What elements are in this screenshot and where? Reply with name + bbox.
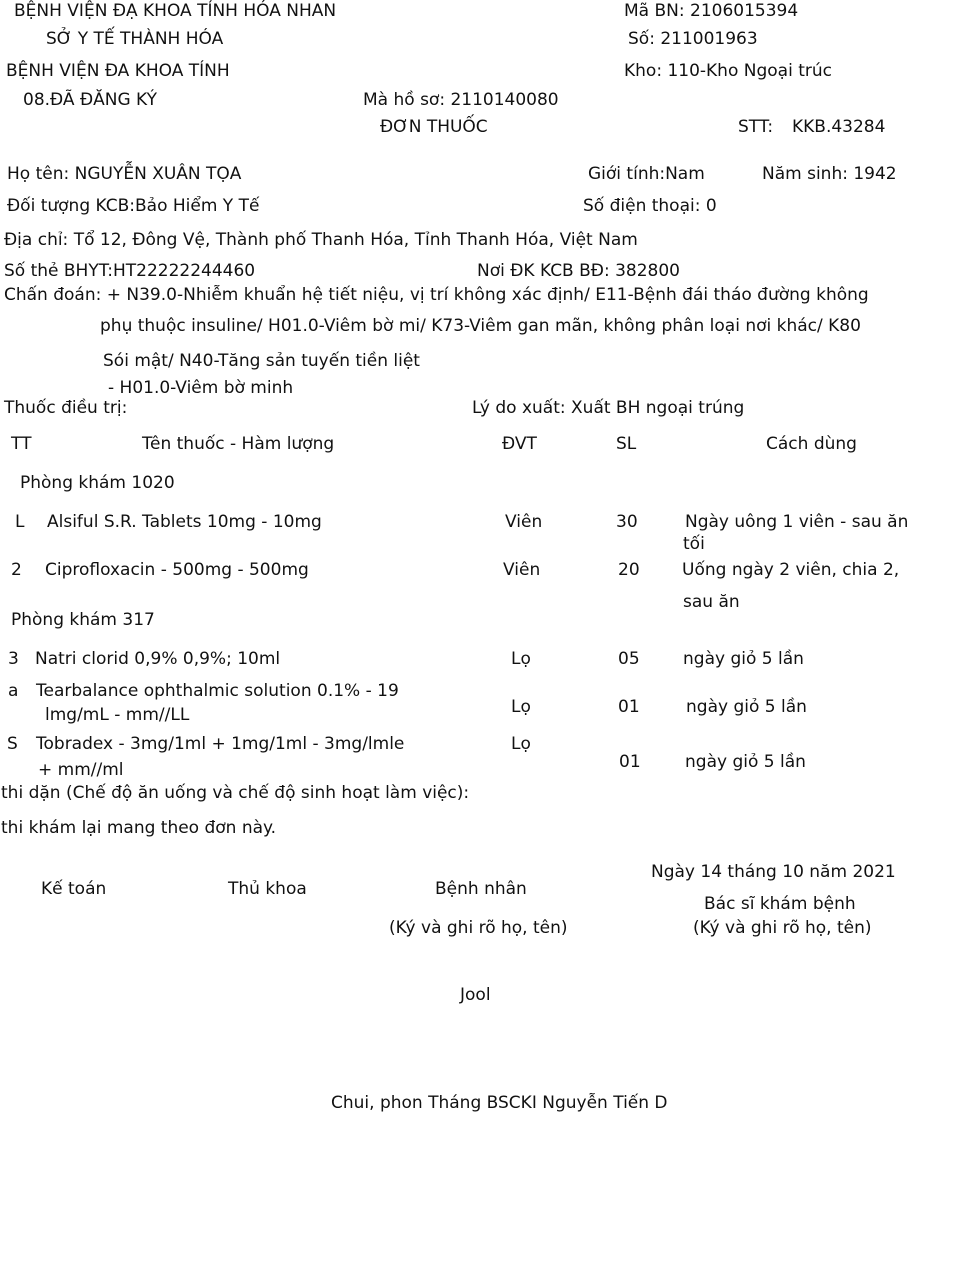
column-header-name: Tên thuốc - Hàm lượng [142,434,335,454]
column-header-unit: ĐVT [502,434,537,454]
patient-code: Mã BN: 2106015394 [624,1,799,21]
prescription-date: Ngày 14 tháng 10 năm 2021 [651,862,896,882]
signature-accountant: Kế toán [41,879,107,899]
doctor-sign-note: (Ký và ghi rõ họ, tên) [693,918,872,938]
insurance-number: Số thẻ BHYT:HT22222244460 [4,261,256,281]
patient-phone: Số điện thoại: 0 [583,196,717,216]
registration-status: 08.ĐÃ ĐĂNG KÝ [23,90,157,110]
warehouse: Kho: 110-Kho Ngoại trúc [624,61,832,81]
row-3-qty: 05 [618,649,640,669]
row-4-usage: ngày giỏ 5 lần [686,697,807,717]
stt-value: KKB.43284 [792,117,886,137]
row-1-tt: L [15,512,25,532]
row-4-qty: 01 [618,697,640,717]
row-2-usage-line-2: sau ăn [683,592,740,612]
document-number: Số: 211001963 [628,29,758,49]
dispense-reason: Lý do xuất: Xuất BH ngoại trúng [472,398,745,418]
row-4-tt: a [8,681,19,701]
registration-place: Nơi ĐK KCB BĐ: 382800 [477,261,680,281]
hospital-top-name: BỆNH VIỆN ĐẠ KHOA TÍNH HÓA NHAN [14,1,337,21]
row-4-name-line-2: lmg/mL - mm//LL [45,705,190,725]
hospital-name: BỆNH VIỆN ĐA KHOA TÍNH [6,61,230,81]
stt-label: STT: [738,117,774,137]
diagnosis-line-1: Chấn đoán: + N39.0-Nhiễm khuẩn hệ tiết niệu, vị trí không xác định/ E11-Bệnh đái tháo đường không [4,285,869,305]
row-5-name-line-2: + mm//ml [38,760,124,780]
diagnosis-line-4: - H01.0-Viêm bờ minh [108,378,294,398]
signature-patient: Bệnh nhân [435,879,527,899]
row-1-qty: 30 [616,512,638,532]
patient-gender: Giới tính:Nam [588,164,705,184]
signature-pharmacist: Thủ khoa [228,879,307,899]
row-3-unit: Lọ [511,649,531,669]
row-5-tt: S [7,734,18,754]
row-3-tt: 3 [8,649,19,669]
patient-birth-year: Năm sinh: 1942 [762,164,897,184]
column-header-tt: TT [11,434,32,454]
row-4-unit: Lọ [511,697,531,717]
row-1-unit: Viên [505,512,543,532]
row-1-usage-line-1: Ngày uông 1 viên - sau ăn [685,512,909,532]
row-4-name-line-1: Tearbalance ophthalmic solution 0.1% - 19 [36,681,399,701]
row-1-usage-line-2: tối [683,534,705,554]
row-3-name: Natri clorid 0,9% 0,9%; 10ml [35,649,281,669]
section-clinic-1020: Phòng khám 1020 [20,473,175,493]
row-5-name-line-1: Tobradex - 3mg/1ml + 1mg/1ml - 3mg/lmle [36,734,405,754]
patient-sign-note: (Ký và ghi rõ họ, tên) [389,918,568,938]
row-2-qty: 20 [618,560,640,580]
doctor-name: Chui, phon Tháng BSCKI Nguyễn Tiến D [331,1093,668,1113]
column-header-usage: Cách dùng [766,434,857,454]
row-5-usage: ngày giỏ 5 lần [685,752,806,772]
signature-mark: Jool [460,985,491,1005]
row-2-name: Ciprofloxacin - 500mg - 500mg [45,560,309,580]
diagnosis-line-2: phụ thuộc insuline/ H01.0-Viêm bờ mi/ K73-Viêm gan mãn, không phân loại nơi khác/ K80 [100,316,861,336]
record-number: Mà hồ sơ: 2110140080 [363,90,559,110]
section-clinic-317: Phòng khám 317 [11,610,155,630]
department-name: SỞ Y TẾ THÀNH HÓA [46,29,224,49]
row-2-unit: Viên [503,560,541,580]
row-5-unit: Lọ [511,734,531,754]
column-header-qty: SL [616,434,637,454]
diagnosis-line-3: Sói mật/ N40-Tăng sản tuyến tiền liệt [103,351,420,371]
signature-doctor: Bác sĩ khám bệnh [704,894,856,914]
treatment-label: Thuốc điều trị: [4,398,128,418]
row-2-usage-line-1: Uống ngày 2 viên, chia 2, [682,560,900,580]
row-2-tt: 2 [11,560,22,580]
row-1-name: Alsiful S.R. Tablets 10mg - 10mg [47,512,322,532]
document-title: ĐƠN THUỐC [380,117,488,137]
patient-address: Địa chỉ: Tổ 12, Đông Vệ, Thành phố Thanh Hóa, Tỉnh Thanh Hóa, Việt Nam [4,230,638,250]
revisit-note: thi khám lại mang theo đơn này. [1,818,277,838]
row-5-qty: 01 [619,752,641,772]
instructions-note: thi dặn (Chế độ ăn uống và chế độ sinh hoạt làm việc): [1,783,470,803]
patient-object: Đối tượng KCB:Bảo Hiểm Y Tế [7,196,260,216]
row-3-usage: ngày giỏ 5 lần [683,649,804,669]
patient-name: Họ tên: NGUYỄN XUÂN TỌA [7,164,242,184]
